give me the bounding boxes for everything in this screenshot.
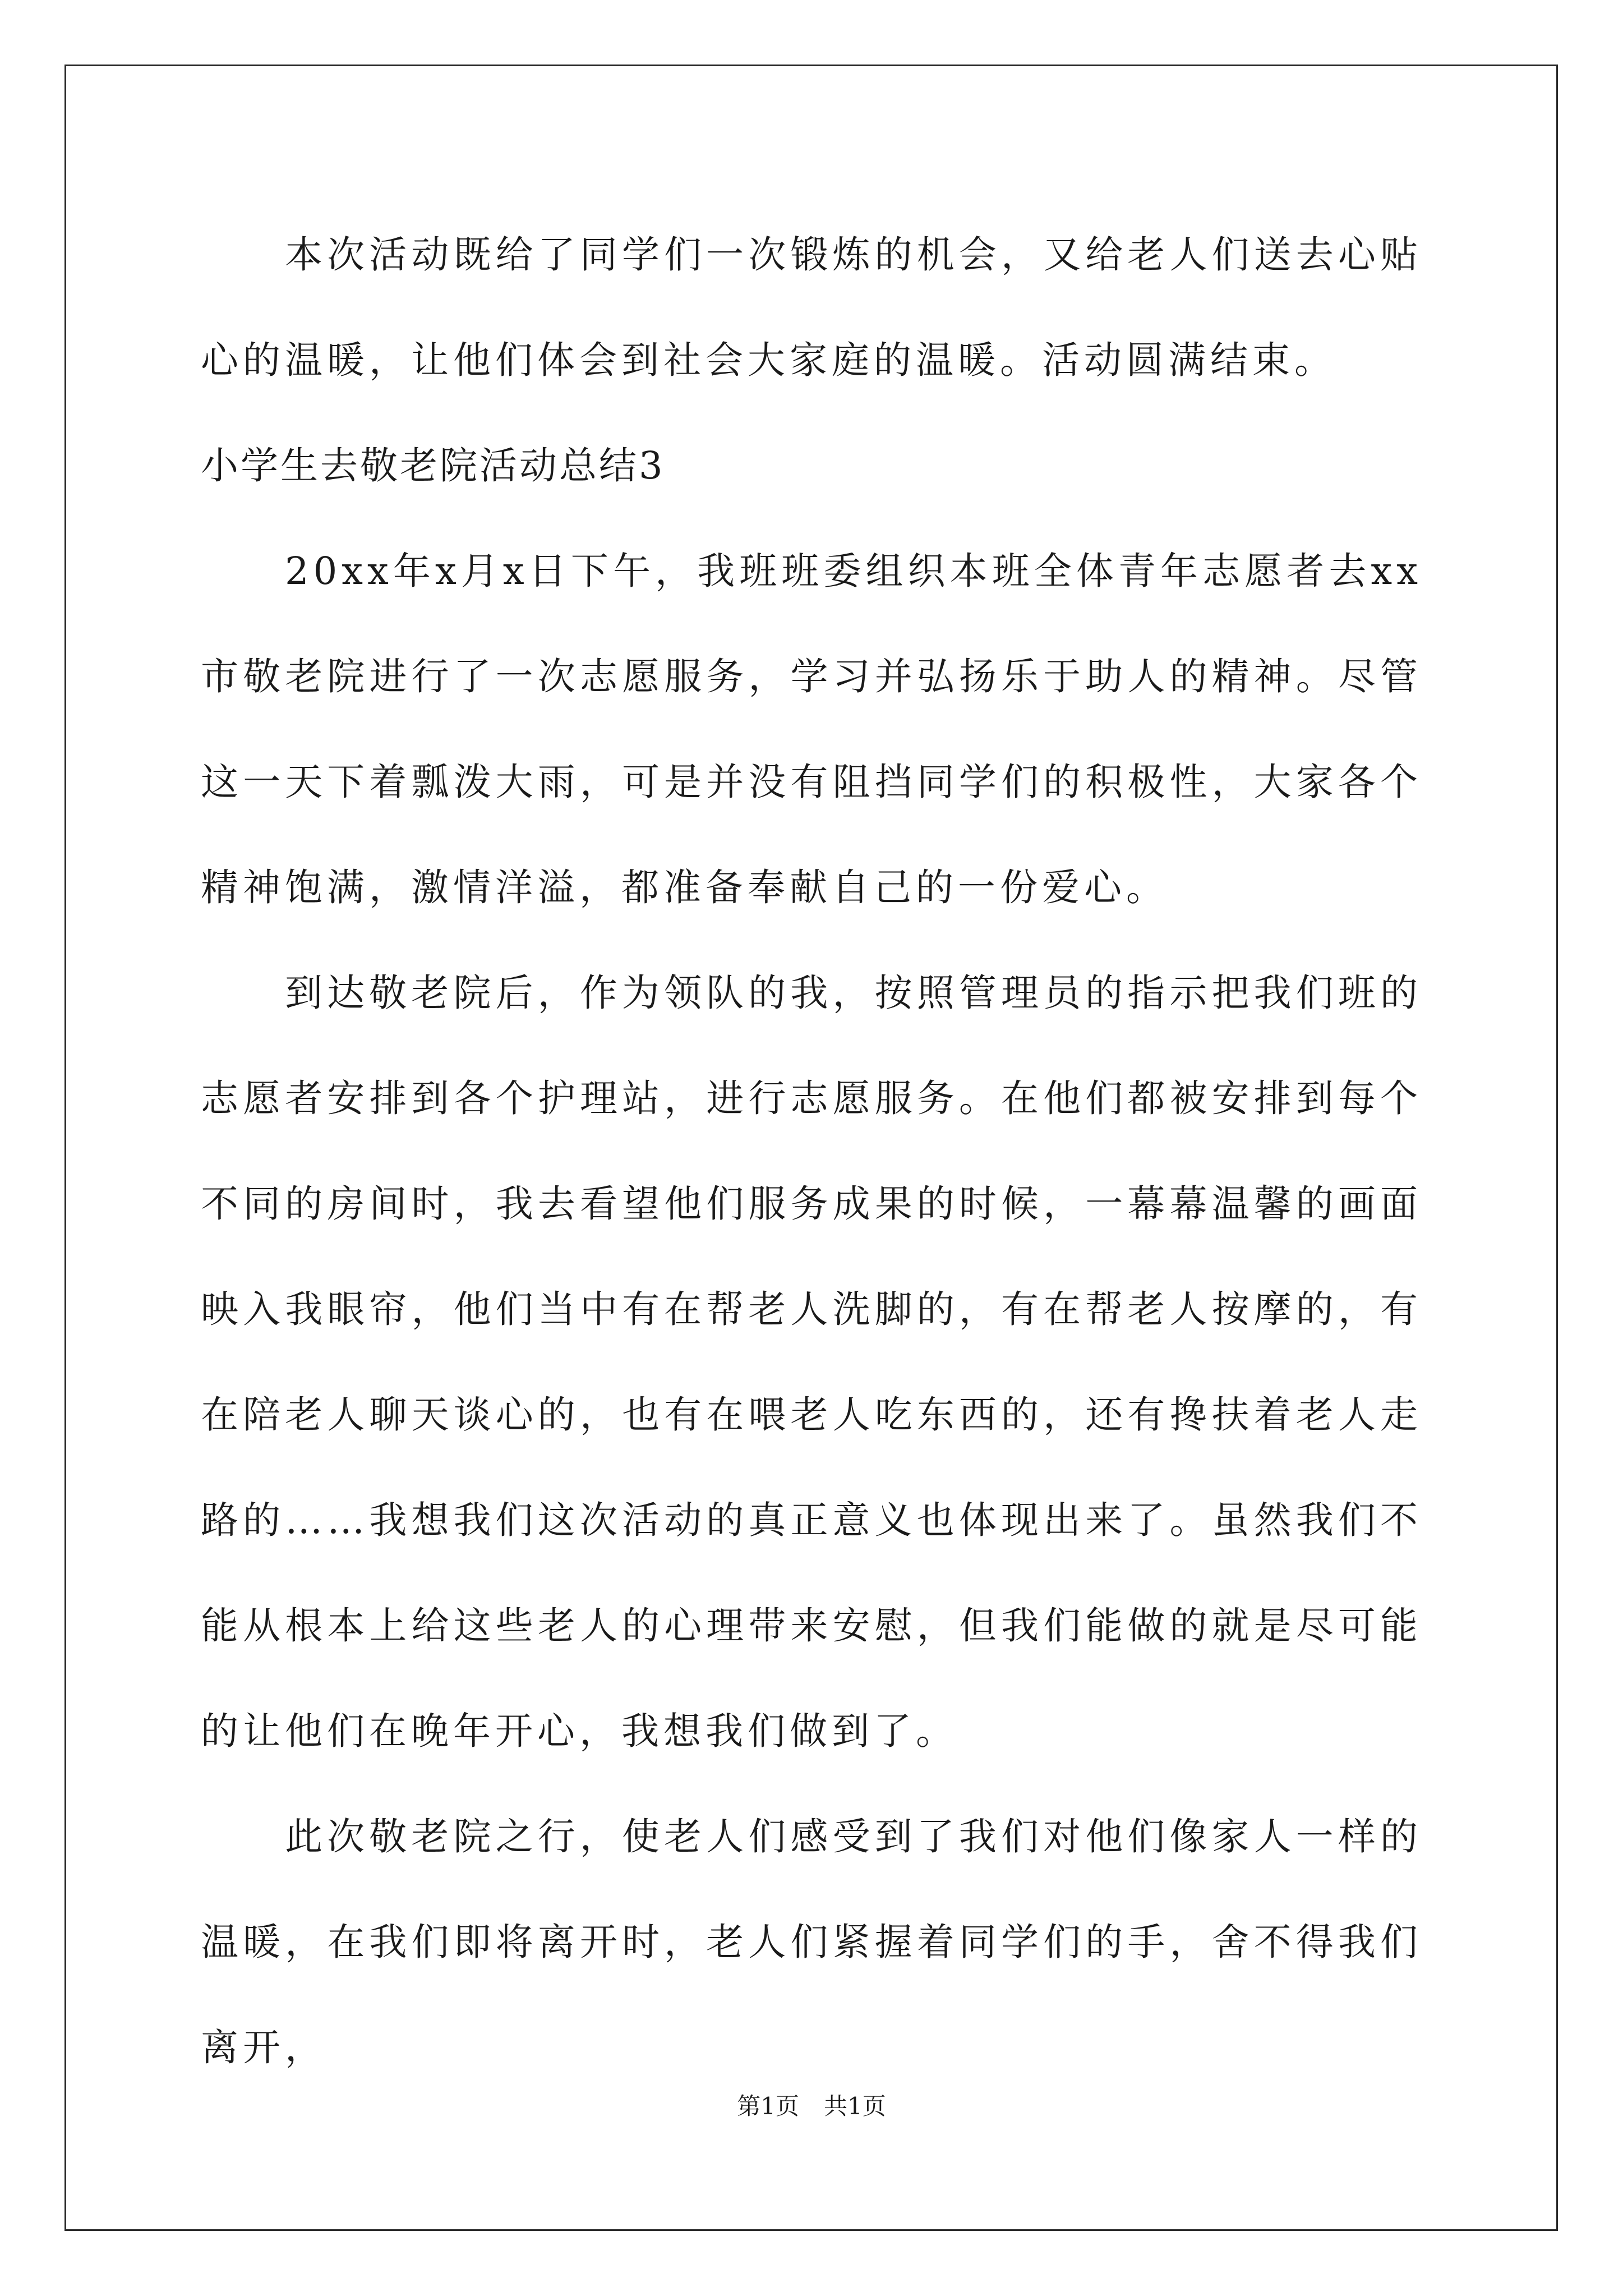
section-heading: 小学生去敬老院活动总结3 — [201, 444, 665, 487]
page-footer — [0, 2090, 1623, 2123]
paragraph-arrival: 到达敬老院后，作为领队的我，按照管理员的指示把我们班的志愿者安排到各个护理站，进行志愿服务。在他们都被安排到每个不同的房间时，我去看望他们服务成果的时候，一幕幕温馨的画面映入我眼帘，他们当中有在帮老人洗脚的，有在帮老人按摩的，有在陪老人聊天谈心的，也有在喂老人吃东西的，还有搀扶着老人走路的……我想我们这次活动的真正意义也体现出来了。虽然我们不能从根本上给这些老人的心理带来安慰，但我们能做的就是尽可能的让他们在晚年开心，我想我们做到了。 — [201, 971, 1422, 1753]
page-number: 第1页 — [737, 2092, 799, 2120]
paragraph-closing-summary: 本次活动既给了同学们一次锻炼的机会，又给老人们送去心贴心的温暖，让他们体会到社会大家庭的温暖。活动圆满结束。 — [201, 233, 1422, 382]
page-total: 共1页 — [824, 2092, 886, 2120]
document-body — [201, 202, 1422, 2100]
paragraph-farewell: 此次敬老院之行，使老人们感受到了我们对他们像家人一样的温暖，在我们即将离开时，老人们紧握着同学们的手，舍不得我们离开， — [201, 1815, 1422, 2069]
paragraph-intro: 20xx年x月x日下午，我班班委组织本班全体青年志愿者去xx市敬老院进行了一次志愿服务，学习并弘扬乐于助人的精神。尽管这一天下着瓢泼大雨，可是并没有阻挡同学们的积极性，大家各个精神饱满，激情洋溢，都准备奉献自己的一份爱心。 — [201, 549, 1422, 909]
